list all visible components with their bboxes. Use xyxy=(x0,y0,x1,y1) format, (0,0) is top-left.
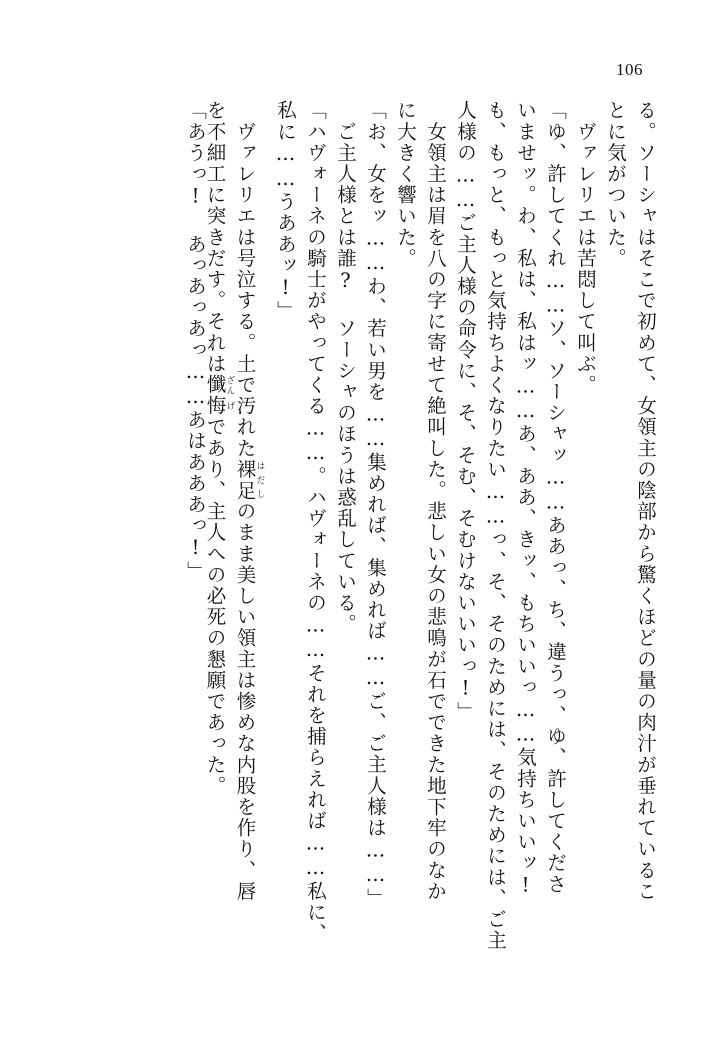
text-line: 私に……うああッ!」 xyxy=(274,100,297,322)
text-line: も、もっと、もっと気持ちよくなりたい……っ、そ、そのためには、そのためには、ご主 xyxy=(484,100,507,951)
text-line: とに気がついた。 xyxy=(604,100,627,269)
text-line: 女領主は眉を八の字に寄せて絶叫した。悲しい女の悲鳴が石でできた地下牢のなか xyxy=(424,100,447,902)
text-line: ご主人様とは誰? ソーシャのほうは惑乱している。 xyxy=(334,100,357,635)
text-line: を不細工に突きだす。それは懺ざん悔げであり、主人への必死の懇願であった。 xyxy=(203,100,235,797)
page-text-body xyxy=(48,100,655,1010)
text-line: ヴァレリエは号泣する。土で汚れた裸足はだしのまま美しい領主は惨めな内股を作り、唇 xyxy=(233,100,265,902)
ruby-annotation: 裸足はだし xyxy=(233,458,265,501)
text-line: 人様の……ご主人様の命令に、そ、そむ、そむけないいいっ!」 xyxy=(454,100,477,723)
text-line: いませッ。わ、私は、私はッ……あ、ああ、きッ、もちいいっ……気持ちいいッ! xyxy=(514,100,537,899)
text-line: に大きく響いた。 xyxy=(394,100,417,269)
text-line: 「あうっ! あっあっあっ……あはあああっ!」 xyxy=(184,100,207,582)
ruby-annotation: 懺ざん xyxy=(203,374,235,396)
page-number: 106 xyxy=(616,60,643,79)
text-line: る。ソーシャはそこで初めて、女領主の陰部から驚くほどの量の肉汁が垂れているこ xyxy=(634,100,657,902)
text-line: ヴァレリエは苦悶して叫ぶ。 xyxy=(574,100,597,396)
text-line: 「お、女をッ……わ、若い男を……集めれば、集めれば……ご、ご主人様は……」 xyxy=(364,100,387,909)
text-line: 「ゆ、許してくれ……ソ、ソーシャッ……ああっ、ち、違うっ、ゆ、許してくださ xyxy=(544,100,567,895)
ruby-annotation: 悔げ xyxy=(203,395,235,417)
text-line: 「ハヴォーネの騎士がやってくる……。ハヴォーネの……それを捕らえれば……私に、 xyxy=(304,100,327,944)
